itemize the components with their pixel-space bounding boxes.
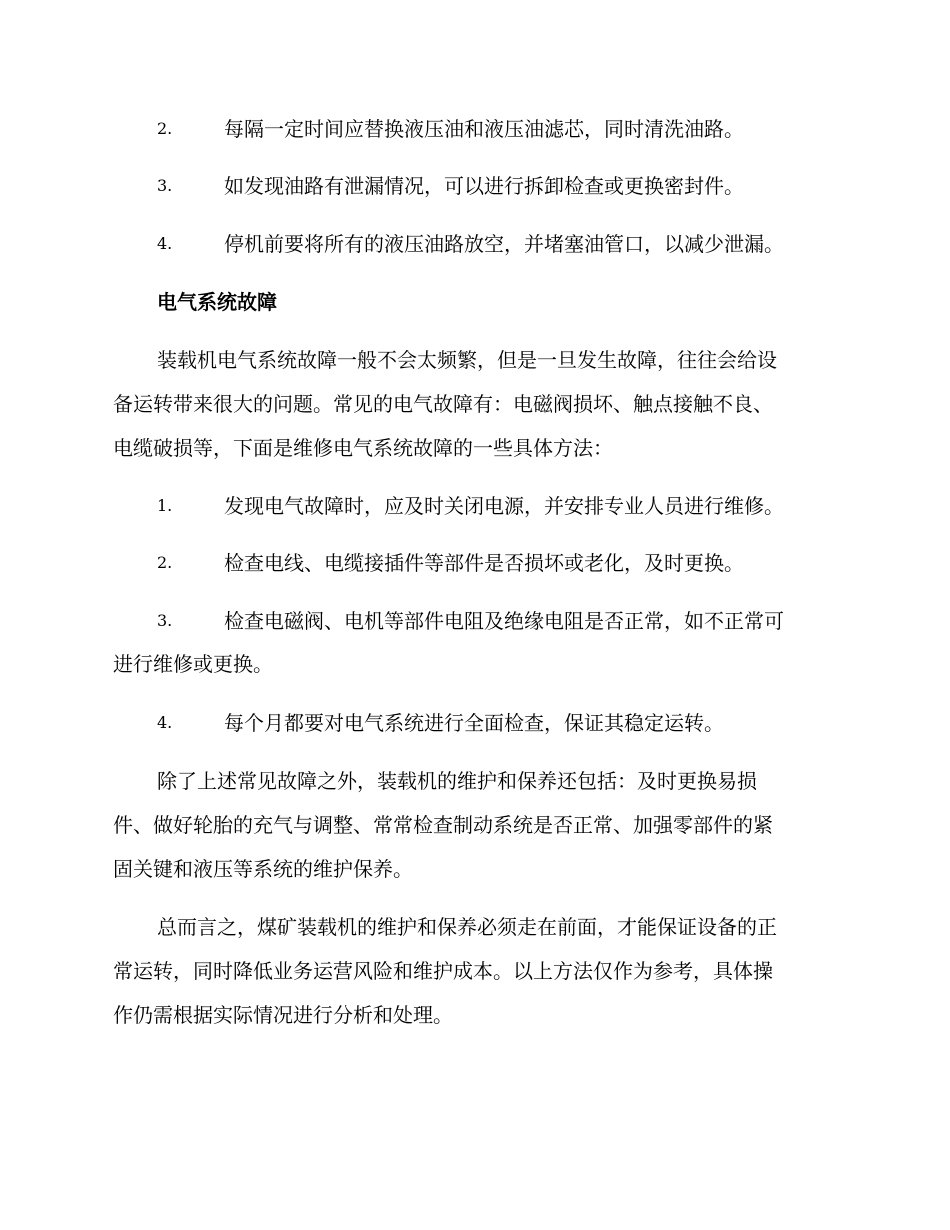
list-number: 1. <box>157 496 173 515</box>
paragraph-line: 备运转带来很大的问题。常见的电气故障有：电磁阀损坏、触点接触不良、 <box>113 392 773 416</box>
paragraph-line: 电缆破损等，下面是维修电气系统故障的一些具体方法： <box>113 436 613 460</box>
list-item <box>0 171 950 201</box>
list-number: 4. <box>157 234 173 253</box>
paragraph-line: 固关键和液压等系统的维护保养。 <box>113 857 413 881</box>
list-item-text: 发现电气故障时，应及时关闭电源，并安排专业人员进行维修。 <box>224 494 784 518</box>
list-item-text: 每个月都要对电气系统进行全面检查，保证其稳定运转。 <box>224 711 724 735</box>
list-item <box>0 708 950 738</box>
list-item <box>0 491 950 521</box>
section-heading: 电气系统故障 <box>157 290 277 314</box>
list-item <box>0 548 950 578</box>
list-item-text: 停机前要将所有的液压油路放空，并堵塞油管口，以减少泄漏。 <box>224 232 784 256</box>
list-item <box>0 606 950 636</box>
list-item-text: 每隔一定时间应替换液压油和液压油滤芯，同时清洗油路。 <box>224 117 744 141</box>
list-item-continuation: 进行维修或更换。 <box>113 652 273 676</box>
list-number: 3. <box>157 611 173 630</box>
list-number: 2. <box>157 119 173 138</box>
list-item-text: 检查电线、电缆接插件等部件是否损坏或老化，及时更换。 <box>224 551 744 575</box>
paragraph-line: 作仍需根据实际情况进行分析和处理。 <box>113 1003 453 1027</box>
list-item <box>0 229 950 259</box>
list-number: 4. <box>157 713 173 732</box>
list-item-text: 如发现油路有泄漏情况，可以进行拆卸检查或更换密封件。 <box>224 174 744 198</box>
paragraph-line: 常运转，同时降低业务运营风险和维护成本。以上方法仅作为参考，具体操 <box>113 959 773 983</box>
list-item <box>0 114 950 144</box>
paragraph-line: 总而言之，煤矿装载机的维护和保养必须走在前面，才能保证设备的正 <box>157 915 777 939</box>
paragraph-line: 装载机电气系统故障一般不会太频繁，但是一旦发生故障，往往会给设 <box>157 348 777 372</box>
paragraph-line: 除了上述常见故障之外，装载机的维护和保养还包括：及时更换易损 <box>157 769 757 793</box>
list-number: 2. <box>157 553 173 572</box>
list-item-text: 检查电磁阀、电机等部件电阻及绝缘电阻是否正常，如不正常可 <box>224 609 784 633</box>
paragraph-line: 件、做好轮胎的充气与调整、常常检查制动系统是否正常、加强零部件的紧 <box>113 813 773 837</box>
list-number: 3. <box>157 176 173 195</box>
